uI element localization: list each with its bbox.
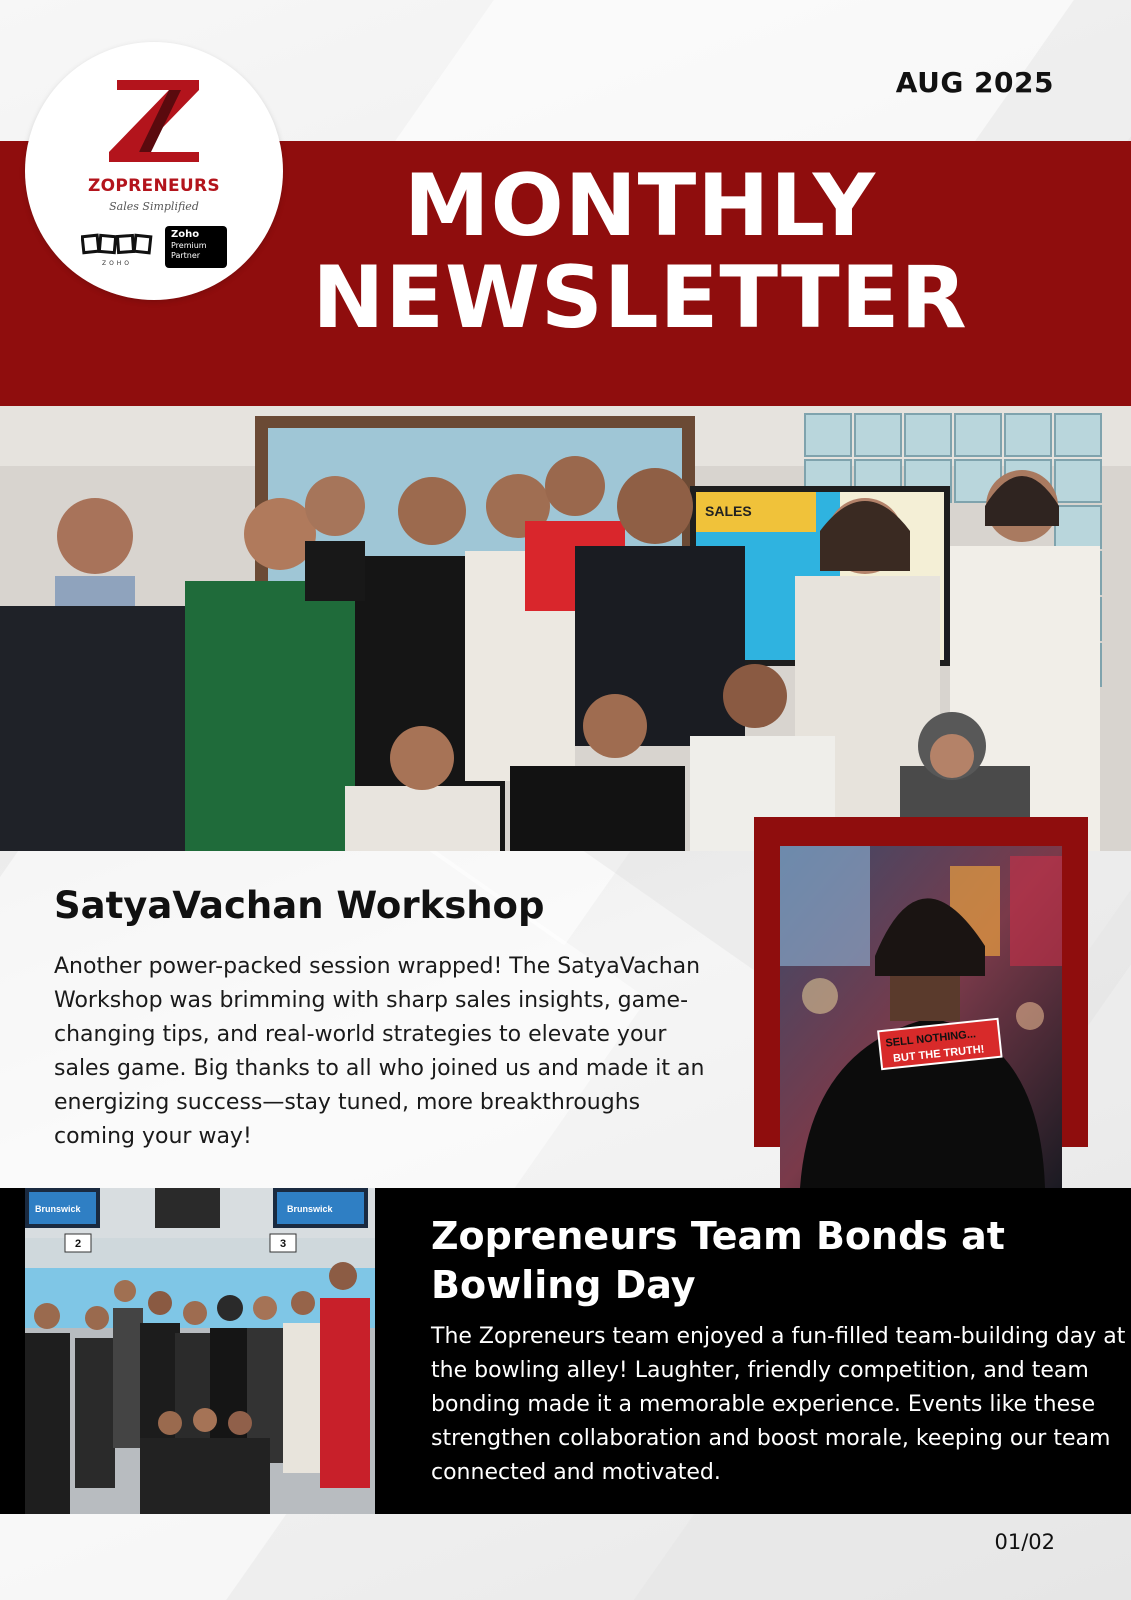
partner-line-1: Zoho: [171, 229, 200, 240]
bowling-body: The Zopreneurs team enjoyed a fun-filled team-building day at the bowling alley! Laughter, friendly competition, and team bonding made it a memorable experience. Events like these strengthen collaboration and boost morale, keeping our team connected and motivated.: [431, 1324, 1126, 1485]
logo-tagline: Sales Simplified: [109, 200, 199, 213]
workshop-body: Another power-packed session wrapped! The SatyaVachan Workshop was brimming with sharp sales insights, game-changing tips, and real-world strategies to elevate your sales game. Big thanks to all who joined us and made it an energizing success—stay tuned, more breakthroughs coming your way!: [54, 954, 705, 1149]
truth-shirt-photo: [780, 846, 1062, 1188]
title-line-1: MONTHLY: [404, 156, 876, 256]
bowling-group-photo: [25, 1188, 375, 1514]
screen-label-2: Brunswick: [287, 1204, 333, 1214]
page-number: 01/02: [994, 1530, 1055, 1554]
newsletter-title: [300, 156, 980, 348]
zoho-logo-icon: [81, 230, 153, 260]
workshop-group-photo: [0, 406, 1131, 851]
lane-number-2: 3: [280, 1238, 287, 1250]
z-logo-icon: [109, 80, 199, 162]
screen-label-1: Brunswick: [35, 1204, 81, 1214]
partner-line-2: Premium: [171, 241, 207, 250]
bowling-heading: Zopreneurs Team Bonds at Bowling Day: [431, 1214, 1005, 1307]
lane-number-1: 2: [75, 1238, 82, 1250]
workshop-heading: SatyaVachan Workshop: [54, 884, 545, 927]
shirt-text-1: SELL NOTHING...: [884, 1028, 977, 1050]
shirt-text-2: BUT THE TRUTH!: [892, 1043, 985, 1065]
company-logo: [25, 42, 283, 300]
partner-line-3: Partner: [171, 251, 201, 260]
issue-date: AUG 2025: [895, 66, 1054, 99]
zoho-premium-partner-badge: [165, 226, 227, 268]
title-line-2: NEWSLETTER: [312, 248, 968, 348]
zoho-label: ZOHO: [101, 260, 133, 267]
logo-brand: ZOPRENEURS: [88, 176, 220, 196]
sales-sign: SALES: [705, 503, 752, 519]
